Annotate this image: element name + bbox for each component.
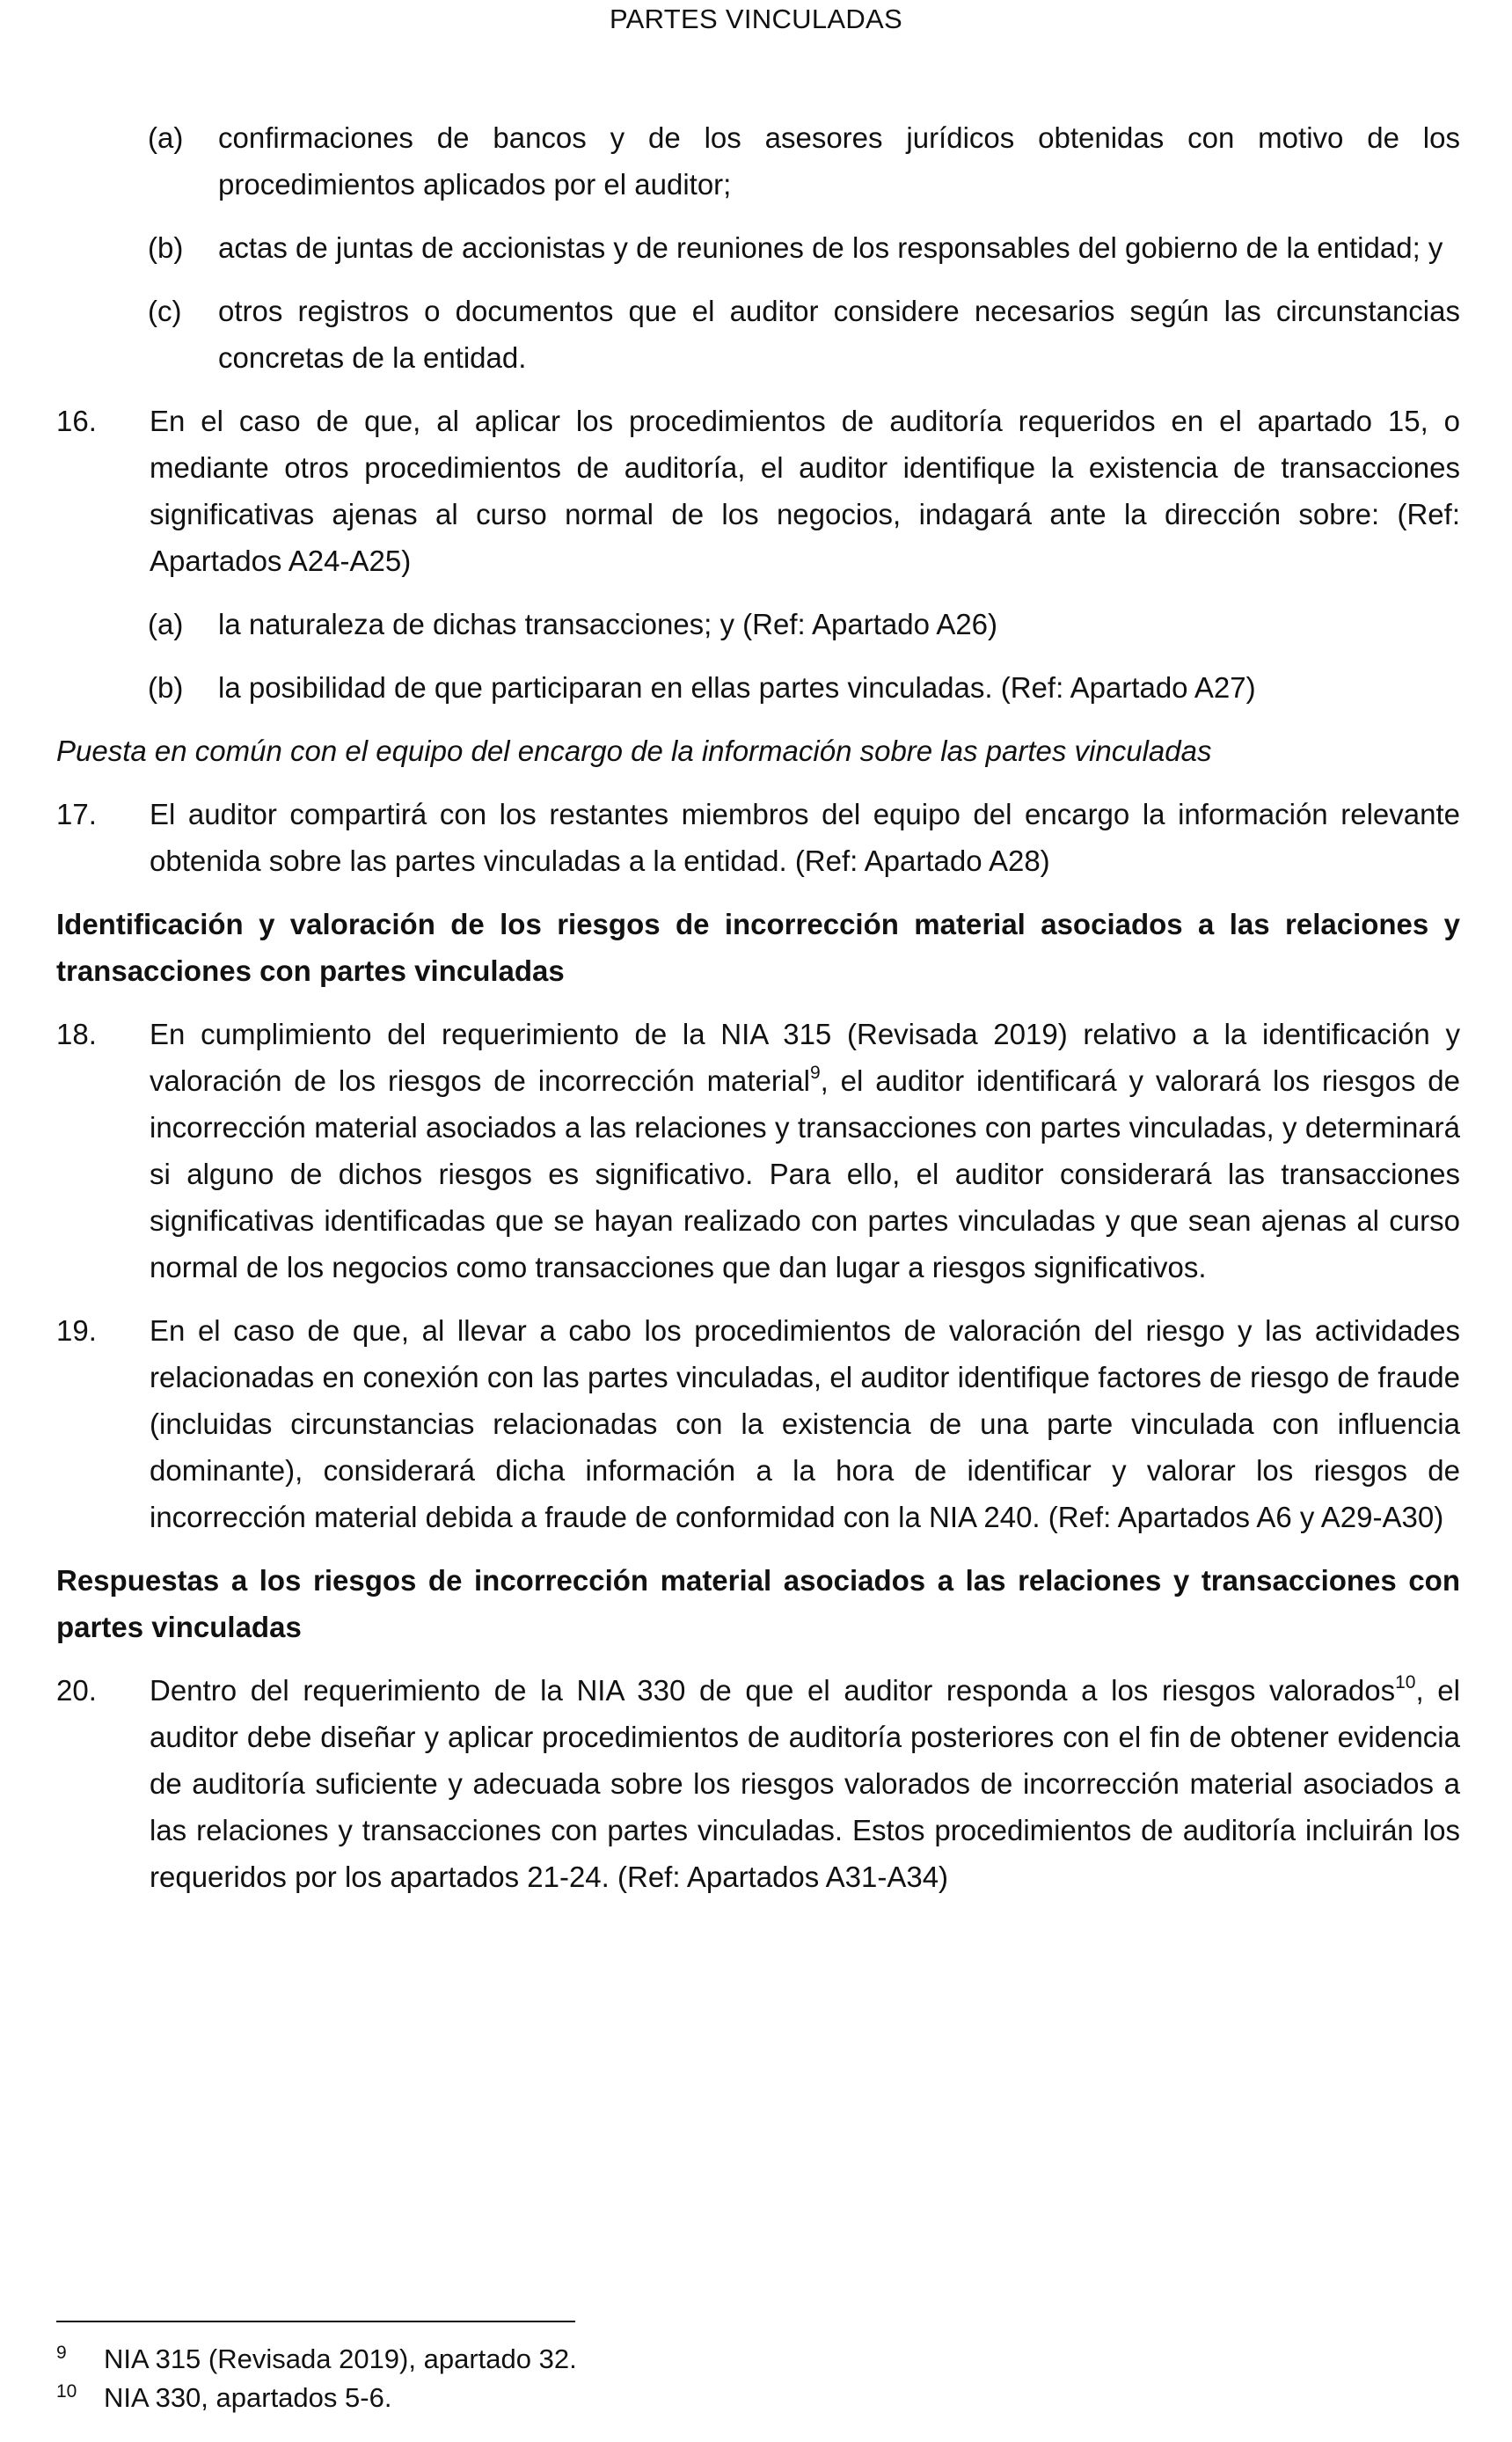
section-heading: Respuestas a los riesgos de incorrección material asociados a las relaciones y transacciones con partes vinculadas bbox=[56, 1564, 1460, 1643]
paragraph-16 bbox=[56, 398, 1460, 584]
paragraph-text-part: Dentro del requerimiento de la NIA 330 de que el auditor responda a los riesgos valorados bbox=[150, 1674, 1396, 1707]
paragraph-text: En el caso de que, al aplicar los procedimientos de auditoría requeridos en el apartado 15, o mediante otros procedimientos de auditoría, el auditor identifique la existencia de transacciones significativas ajenas al curso normal de los negocios, indagará ante la dirección sobre: (Ref: Apartados A24-A25) bbox=[150, 405, 1460, 577]
section-subheading: Puesta en común con el equipo del encargo de la información sobre las partes vinculadas bbox=[56, 735, 1212, 767]
paragraph-18 bbox=[56, 1011, 1460, 1290]
list-item-label: (b) bbox=[148, 231, 184, 264]
list-item-label: (a) bbox=[148, 608, 184, 640]
list-item-label: (a) bbox=[148, 121, 184, 154]
paragraph-20 bbox=[56, 1667, 1460, 1900]
footnote-reference: 10 bbox=[1395, 1672, 1416, 1693]
list-item bbox=[148, 114, 1460, 208]
paragraph-number: 18. bbox=[56, 1018, 97, 1050]
footnote bbox=[56, 2340, 577, 2379]
footnote-text: NIA 330, apartados 5-6. bbox=[104, 2382, 392, 2413]
running-header: PARTES VINCULADAS bbox=[610, 4, 902, 34]
paragraph-number: 16. bbox=[56, 405, 97, 437]
paragraph-text-part: En cumplimiento del requerimiento de la NIA 315 (Revisada 2019) relativo a la identificación y valoración de los riesgos de incorrección material bbox=[150, 1018, 1460, 1097]
list-item bbox=[148, 601, 1460, 647]
paragraph-number: 19. bbox=[56, 1314, 97, 1347]
paragraph-text bbox=[150, 1667, 1460, 1900]
page-content bbox=[56, 114, 1460, 1900]
paragraph-number: 17. bbox=[56, 798, 97, 830]
paragraph-text-part: , el auditor identificará y valorará los riesgos de incorrección material asociados a las relaciones y transacciones con partes vinculadas, y determinará si alguno de dichos riesgos es significativo. Para ello, el auditor considerará las transacciones significativas identificadas que se hayan realizado con partes vinculadas y que sean ajenas al curso normal de los negocios como transacciones que dan lugar a riesgos significativos. bbox=[150, 1064, 1460, 1283]
list-item-text: la naturaleza de dichas transacciones; y (Ref: Apartado A26) bbox=[218, 608, 998, 640]
paragraph-text: El auditor compartirá con los restantes miembros del equipo del encargo la información relevante obtenida sobre las partes vinculadas a la entidad. (Ref: Apartado A28) bbox=[150, 798, 1460, 877]
list-16 bbox=[56, 601, 1460, 711]
list-item-label: (c) bbox=[148, 295, 182, 327]
paragraph-text-part: , el auditor debe diseñar y aplicar procedimientos de auditoría posteriores con el fin de obtener evidencia de auditoría suficiente y adecuada sobre los riesgos valorados de incorrección material asociados a las relaciones y transacciones con partes vinculadas. Estos procedimientos de auditoría incluirán los requeridos por los apartados 21-24. (Ref: Apartados A31-A34) bbox=[150, 1674, 1460, 1893]
list-15 bbox=[56, 114, 1460, 381]
footnote-mark: 10 bbox=[56, 2381, 77, 2402]
paragraph-text bbox=[150, 1011, 1460, 1290]
paragraph-number: 20. bbox=[56, 1674, 97, 1707]
footnote-separator bbox=[56, 2321, 575, 2322]
list-item-text: actas de juntas de accionistas y de reuniones de los responsables del gobierno de la entidad; y bbox=[218, 231, 1443, 264]
paragraph-text: En el caso de que, al llevar a cabo los procedimientos de valoración del riesgo y las actividades relacionadas en conexión con las partes vinculadas, el auditor identifique factores de riesgo de fraude (incluidas circunstancias relacionadas con la existencia de una parte vinculada con influencia dominante), considerará dicha información a la hora de identificar y valorar los riesgos de incorrección material debida a fraude de conformidad con la NIA 240. (Ref: Apartados A6 y A29-A30) bbox=[150, 1314, 1460, 1533]
footnote-mark: 9 bbox=[56, 2343, 67, 2363]
list-item-text: la posibilidad de que participaran en ellas partes vinculadas. (Ref: Apartado A27) bbox=[218, 671, 1256, 704]
list-item-text: confirmaciones de bancos y de los asesores jurídicos obtenidas con motivo de los procedimientos aplicados por el auditor; bbox=[218, 121, 1460, 201]
paragraph-19 bbox=[56, 1307, 1460, 1540]
paragraph-17 bbox=[56, 791, 1460, 884]
list-item-label: (b) bbox=[148, 671, 184, 704]
section-heading: Identificación y valoración de los riesgos de incorrección material asociados a las relaciones y transacciones con partes vinculadas bbox=[56, 908, 1460, 987]
list-item bbox=[148, 224, 1460, 271]
footnote-text: NIA 315 (Revisada 2019), apartado 32. bbox=[104, 2343, 577, 2374]
list-item-text: otros registros o documentos que el auditor considere necesarios según las circunstancias concretas de la entidad. bbox=[218, 295, 1460, 374]
list-item bbox=[148, 664, 1460, 711]
footnotes bbox=[56, 2340, 577, 2417]
list-item bbox=[148, 288, 1460, 381]
footnote bbox=[56, 2379, 577, 2417]
footnote-reference: 9 bbox=[809, 1063, 821, 1083]
